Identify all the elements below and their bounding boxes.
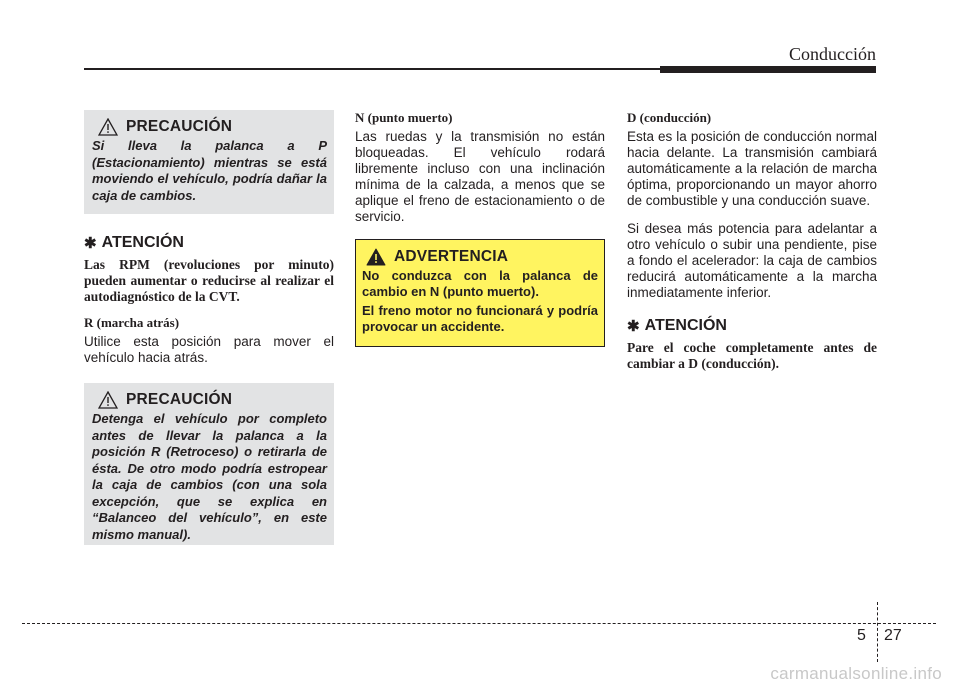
notice-title: ATENCIÓN bbox=[644, 317, 727, 334]
drive-text-2: Si desea más potencia para adelantar a otro vehículo o subir una pendiente, pise a fondo el acelerador: la caja de cambios reducirá automáticamente a la marcha inmediatamente inferior. bbox=[627, 221, 877, 300]
reverse-text: Utilice esta posición para mover el vehículo hacia atrás. bbox=[84, 334, 334, 365]
star-cross-icon: ✱ bbox=[84, 235, 97, 252]
neutral-text: Las ruedas y la transmisión no están bloqueadas. El vehículo rodará libremente incluso con una inclinación mínima de la calzada, a menos que se aplique el freno de estacionamiento o de servicio. bbox=[355, 129, 605, 224]
reverse-heading: R (marcha atrás) bbox=[84, 315, 180, 330]
header-bar bbox=[660, 66, 876, 73]
notice-section bbox=[84, 234, 334, 305]
notice-section bbox=[627, 317, 877, 372]
notice-text: Pare el coche completamente antes de cambiar a D (conducción). bbox=[627, 340, 877, 371]
caution-box-2 bbox=[84, 383, 334, 545]
column-3 bbox=[627, 110, 877, 372]
warning-triangle-icon bbox=[98, 118, 118, 136]
caution-title: PRECAUCIÓN bbox=[126, 391, 233, 408]
page-number: 27 bbox=[884, 627, 902, 644]
column-2 bbox=[355, 110, 605, 347]
notice-text: Las RPM (revoluciones por minuto) pueden aumentar o reducirse al realizar el autodiagnóstico de la CVT. bbox=[84, 257, 334, 304]
warning-text-2: El freno motor no funcionará y podría provocar un accidente. bbox=[362, 303, 598, 334]
warning-text-1: No conduzca con la palanca de cambio en N (punto muerto). bbox=[362, 268, 598, 299]
page-title: Conducción bbox=[789, 44, 876, 64]
drive-heading: D (conducción) bbox=[627, 110, 712, 125]
footer-rule bbox=[22, 623, 936, 624]
warning-triangle-icon bbox=[98, 391, 118, 409]
chapter-number: 5 bbox=[857, 627, 866, 644]
star-cross-icon: ✱ bbox=[627, 318, 640, 335]
drive-text-1: Esta es la posición de conducción normal hacia delante. La transmisión cambiará automáticamente a la relación de marcha óptima, proporcionando un mayor ahorro de combustible y una conducción suave. bbox=[627, 129, 877, 208]
watermark: carmanualsonline.info bbox=[770, 664, 942, 683]
warning-box bbox=[355, 239, 605, 347]
caution-title: PRECAUCIÓN bbox=[126, 118, 233, 135]
caution-box-1 bbox=[84, 110, 334, 214]
neutral-heading: N (punto muerto) bbox=[355, 110, 453, 125]
footer-divider bbox=[877, 602, 878, 662]
caution-text: Detenga el vehículo por completo antes de llevar la palanca a la posición R (Retroceso) o retirarla de ésta. De otro modo podría estropear la caja de cambios (con una sola excepción, que se explica en “Balanceo del vehículo”, en este mismo manual). bbox=[92, 411, 327, 542]
caution-text: Si lleva la palanca a P (Estacionamiento) mientras se está moviendo el vehículo, podría dañar la caja de cambios. bbox=[92, 138, 327, 203]
notice-title: ATENCIÓN bbox=[101, 234, 184, 251]
warning-triangle-icon bbox=[366, 248, 386, 266]
column-1 bbox=[84, 110, 334, 545]
header-rule bbox=[84, 68, 664, 70]
warning-title: ADVERTENCIA bbox=[394, 248, 509, 265]
